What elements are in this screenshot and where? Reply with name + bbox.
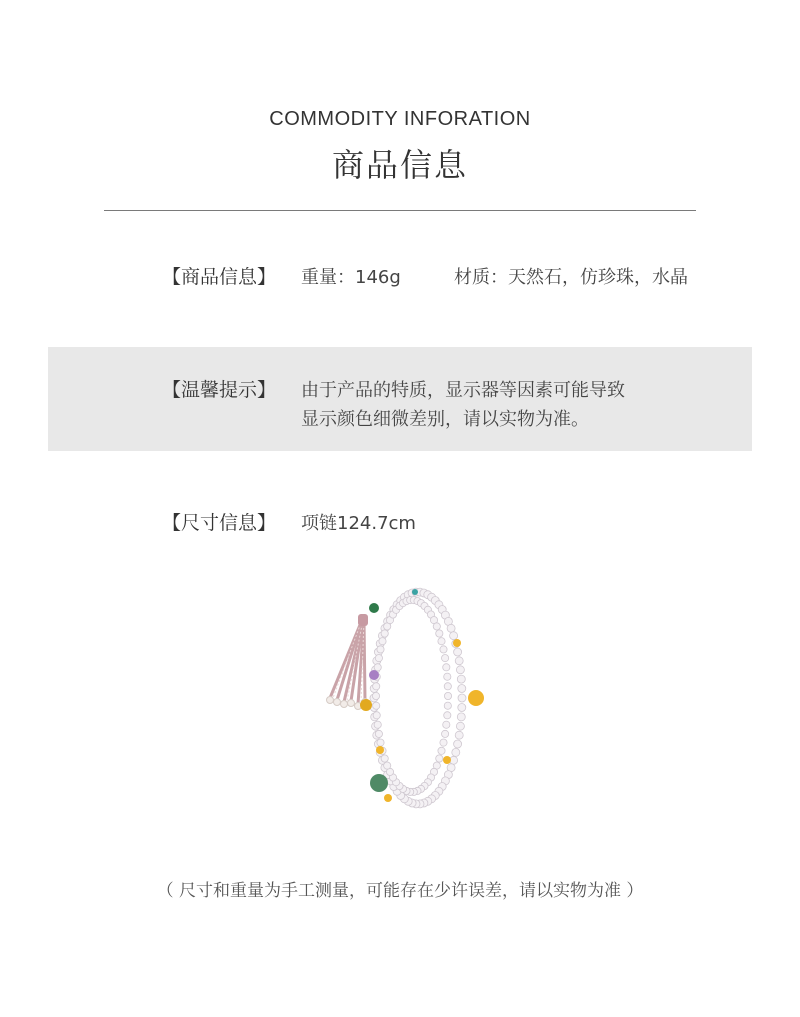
pearl-bead [436,630,443,637]
tip-line-1: 由于产品的特质，显示器等因素可能导致 [301,380,625,401]
footer-note: （ 尺寸和重量为手工测量，可能存在少许误差，请以实物为准 ） [156,881,644,901]
pearl-bead [373,702,380,709]
info-label: 【商品信息】 [162,266,277,288]
material-text: 材质：天然石，仿珍珠，水晶 [454,267,688,288]
header-title-en: COMMODITY INFORATION [269,108,531,130]
header-title-cn: 商品信息 [331,146,468,184]
pearl-bead [374,664,381,671]
pearl-bead [456,722,464,730]
pearl-bead [444,683,451,690]
pearl-bead [440,646,447,653]
header-divider [104,210,696,211]
pearl-bead [454,648,462,656]
necklace-product-image [300,580,500,820]
tip-line-2: 显示颜色细微差别，请以实物为准。 [301,409,589,430]
pearl-bead [374,721,381,728]
pearl-bead [452,748,460,756]
necklace-beads [370,588,466,808]
pearl-bead [444,692,451,699]
pearl-bead [443,664,450,671]
pearl-bead [442,655,449,662]
pearl-bead [457,713,465,721]
pearl-bead [372,692,379,699]
size-value: 项链124.7cm [301,513,416,534]
pearl-bead [440,739,447,746]
pearl-bead [375,655,382,662]
pearl-bead [444,702,451,709]
pearl-bead [457,675,465,683]
pearl-bead [443,721,450,728]
pearl-bead [436,755,443,762]
pearl-bead [379,638,386,645]
size-label: 【尺寸信息】 [162,512,277,534]
pearl-bead [447,624,455,632]
weight-text: 重量：146g [301,267,401,288]
pearl-bead [458,685,466,693]
pearl-bead [438,638,445,645]
tip-label: 【温馨提示】 [162,379,277,401]
pearl-bead [377,739,384,746]
pearl-bead [384,762,391,769]
pearl-bead [458,694,466,702]
pearl-bead [444,712,451,719]
pearl-bead [373,683,380,690]
pearl-bead [433,623,440,630]
pearl-bead [456,666,464,674]
pearl-bead [373,712,380,719]
pearl-bead [458,704,466,712]
necklace-tassel [327,614,369,710]
pearl-bead [454,740,462,748]
pearl-bead [444,673,451,680]
pearl-bead [381,630,388,637]
pearl-bead [377,646,384,653]
pearl-bead [375,730,382,737]
pearl-bead [450,632,458,640]
pearl-bead [455,731,463,739]
pearl-bead [442,730,449,737]
pearl-bead [455,657,463,665]
pearl-bead [381,755,388,762]
pearl-bead [438,747,445,754]
